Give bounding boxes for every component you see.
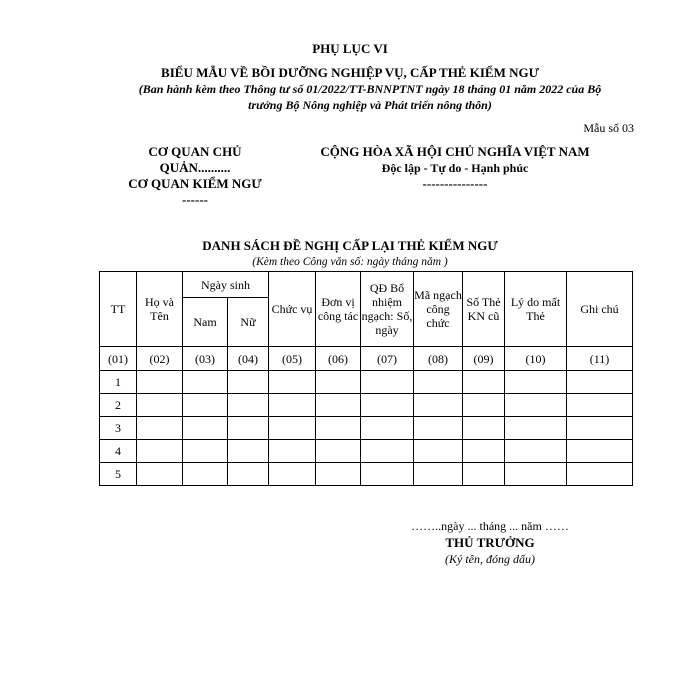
- table-cell: [137, 371, 183, 394]
- issued-note-line-2: trưởng Bộ Nông nghiệp và Phát triển nông thôn): [248, 98, 492, 112]
- table-cell: [361, 463, 414, 486]
- list-title: DANH SÁCH ĐỀ NGHỊ CẤP LẠI THẺ KIỂM NGƯ: [202, 238, 498, 253]
- table-cell: [505, 440, 567, 463]
- issued-note-line-1: (Ban hành kèm theo Thông tư số 01/2022/TT-BNNPTNT ngày 18 tháng 01 năm 2022 của Bộ: [138, 82, 602, 96]
- header-appointment: QĐ Bổ nhiệm ngạch: Số, ngày: [361, 272, 414, 347]
- header-tt: TT: [100, 272, 137, 347]
- table-cell: [316, 440, 361, 463]
- row-number: 3: [100, 417, 137, 440]
- agency-line-1: CƠ QUAN CHỦ: [148, 144, 242, 159]
- header-note: Ghi chú: [567, 272, 633, 347]
- agency-line-4: ------: [182, 192, 208, 207]
- sign-note: (Ký tên, đóng dấu): [445, 552, 535, 566]
- table-cell: [228, 440, 269, 463]
- signer-title: THỦ TRƯỞNG: [445, 535, 535, 550]
- table-cell: [316, 417, 361, 440]
- column-number: (01): [100, 347, 137, 371]
- table-cell: [361, 394, 414, 417]
- column-number: (02): [137, 347, 183, 371]
- table-cell: [316, 463, 361, 486]
- row-number: 4: [100, 440, 137, 463]
- motto: Độc lập - Tự do - Hạnh phúc: [381, 161, 529, 175]
- table-cell: [567, 394, 633, 417]
- column-number: (07): [361, 347, 414, 371]
- table-cell: [137, 440, 183, 463]
- table-cell: [137, 417, 183, 440]
- table-cell: [361, 417, 414, 440]
- header-unit: Đơn vị công tác: [316, 272, 361, 347]
- table-cell: [183, 463, 228, 486]
- table-cell: [463, 440, 505, 463]
- table-cell: [414, 440, 463, 463]
- request-table: [99, 271, 633, 486]
- table-cell: [269, 440, 316, 463]
- column-number: (11): [567, 347, 633, 371]
- national-motto-block: [300, 144, 610, 192]
- row-number: 1: [100, 371, 137, 394]
- column-number: (08): [414, 347, 463, 371]
- header-female: Nữ: [228, 298, 269, 347]
- column-number: (06): [316, 347, 361, 371]
- motto-divider: ---------------: [422, 176, 488, 191]
- table-row: [100, 394, 633, 417]
- table-cell: [414, 417, 463, 440]
- table-cell: [414, 371, 463, 394]
- table-cell: [463, 463, 505, 486]
- list-subtitle: (Kèm theo Công văn số: ngày tháng năm ): [252, 256, 448, 268]
- table-cell: [316, 371, 361, 394]
- table-cell: [269, 371, 316, 394]
- header-position: Chức vụ: [269, 272, 316, 347]
- row-number: 2: [100, 394, 137, 417]
- table-cell: [567, 440, 633, 463]
- table-cell: [137, 463, 183, 486]
- agency-block: [105, 144, 285, 208]
- table-row: [100, 440, 633, 463]
- agency-line-2: QUẢN..........: [159, 160, 231, 175]
- appendix-title: PHỤ LỤC VI: [312, 41, 388, 56]
- table-cell: [183, 440, 228, 463]
- table-cell: [228, 417, 269, 440]
- header-loss-reason: Lý do mất Thẻ: [505, 272, 567, 347]
- column-number-row: [100, 347, 633, 371]
- header-name: Họ và Tên: [137, 272, 183, 347]
- table-cell: [228, 371, 269, 394]
- table-cell: [361, 440, 414, 463]
- table-row: [100, 463, 633, 486]
- header-dob: Ngày sinh: [183, 272, 269, 298]
- table-row: [100, 371, 633, 394]
- table-cell: [505, 394, 567, 417]
- column-number: (10): [505, 347, 567, 371]
- form-number: Mẫu số 03: [583, 121, 634, 135]
- table-cell: [463, 394, 505, 417]
- header-old-card: Số Thẻ KN cũ: [463, 272, 505, 347]
- table-cell: [361, 371, 414, 394]
- table-cell: [463, 417, 505, 440]
- column-number: (03): [183, 347, 228, 371]
- table-cell: [183, 394, 228, 417]
- column-number: (05): [269, 347, 316, 371]
- table-cell: [269, 417, 316, 440]
- table-cell: [505, 371, 567, 394]
- table-cell: [414, 394, 463, 417]
- table-cell: [505, 463, 567, 486]
- table-cell: [269, 463, 316, 486]
- column-number: (04): [228, 347, 269, 371]
- table-cell: [414, 463, 463, 486]
- table-cell: [269, 394, 316, 417]
- table-cell: [228, 394, 269, 417]
- table-cell: [183, 417, 228, 440]
- table-cell: [567, 417, 633, 440]
- header-male: Nam: [183, 298, 228, 347]
- table-cell: [228, 463, 269, 486]
- table-cell: [567, 463, 633, 486]
- table-cell: [505, 417, 567, 440]
- table-cell: [567, 371, 633, 394]
- agency-line-3: CƠ QUAN KIỂM NGƯ: [128, 176, 262, 191]
- table-cell: [137, 394, 183, 417]
- table-cell: [183, 371, 228, 394]
- table-cell: [316, 394, 361, 417]
- row-number: 5: [100, 463, 137, 486]
- country-name: CỘNG HÒA XÃ HỘI CHỦ NGHĨA VIỆT NAM: [320, 144, 590, 159]
- date-line: ……..ngày ... tháng ... năm ……: [411, 519, 569, 533]
- form-title: BIỂU MẪU VỀ BỒI DƯỠNG NGHIỆP VỤ, CẤP THẺ KIỂM NGƯ: [161, 65, 539, 80]
- column-number: (09): [463, 347, 505, 371]
- table-row: [100, 417, 633, 440]
- issued-note: [95, 81, 645, 113]
- header-grade-code: Mã ngạch công chức: [414, 272, 463, 347]
- table-cell: [463, 371, 505, 394]
